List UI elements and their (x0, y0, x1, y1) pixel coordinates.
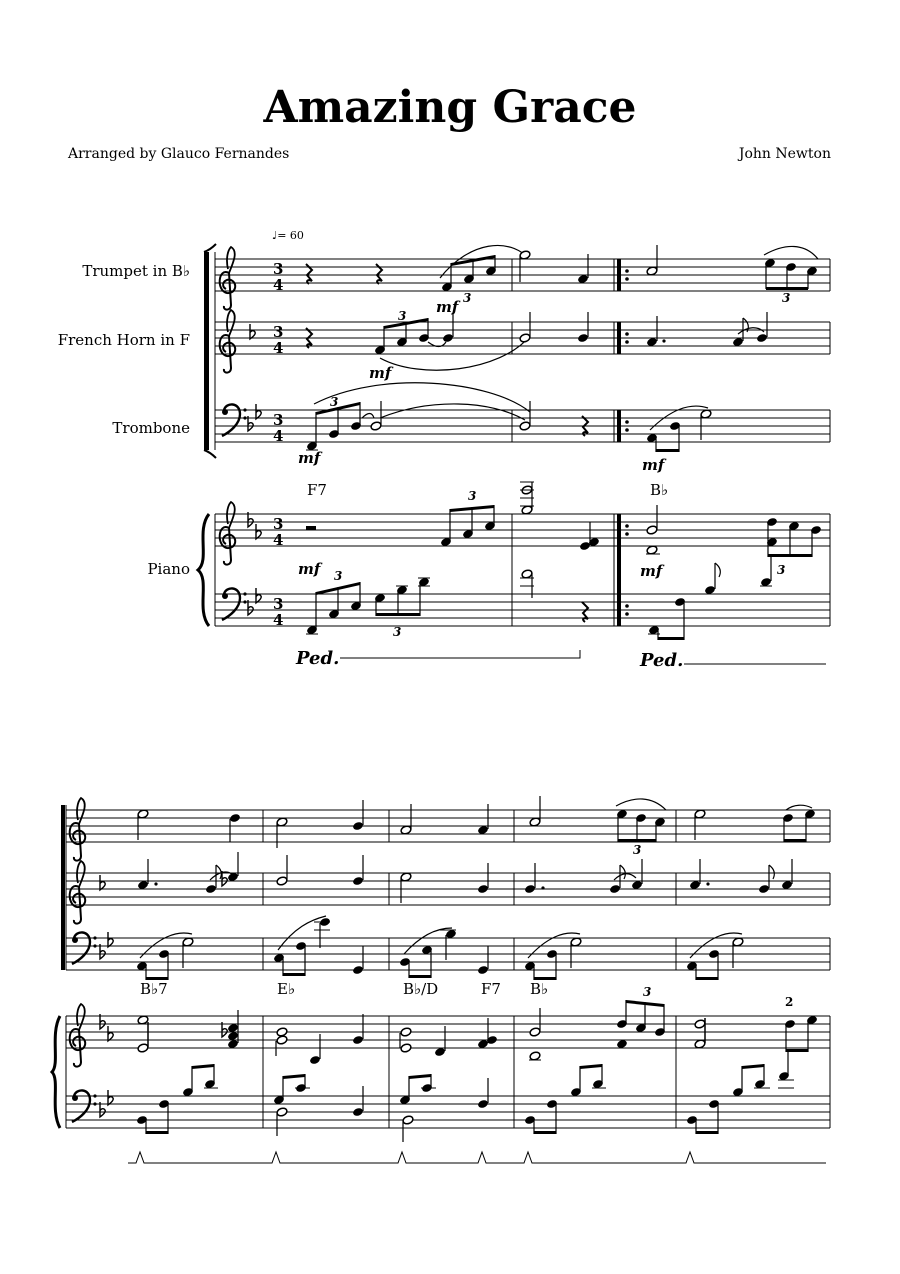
note (352, 876, 364, 886)
dynamic-mf: mf (298, 560, 321, 578)
beam (786, 1049, 808, 1052)
tuplet-number: 3 (330, 395, 339, 409)
beam (580, 1064, 602, 1069)
pedal-marking: Ped. (640, 650, 684, 671)
flat-icon (108, 932, 113, 947)
note (477, 1099, 489, 1109)
treble-clef-icon (220, 310, 236, 373)
beam (696, 1131, 718, 1134)
time-sig-top: 3 (273, 323, 284, 341)
fingering-number: 2 (785, 995, 794, 1009)
flat-icon (256, 524, 261, 539)
beam (656, 449, 679, 452)
beam (409, 1074, 431, 1079)
beam (696, 977, 718, 980)
note (646, 525, 658, 535)
treble-clef-icon (70, 861, 86, 924)
note (524, 884, 536, 894)
note (400, 1043, 412, 1053)
time-sig-bottom: 4 (273, 427, 284, 445)
label-horn: French Horn in F (57, 331, 190, 349)
flat-icon (100, 875, 105, 890)
note (229, 813, 241, 823)
note (205, 884, 217, 894)
ensemble-bracket (61, 805, 65, 970)
dynamic-mf: mf (640, 562, 663, 580)
note (352, 1107, 364, 1117)
note (370, 421, 382, 431)
label-trombone: Trombone (112, 419, 190, 437)
chord-symbol: F7 (307, 481, 327, 499)
chord-symbol: E♭ (277, 980, 296, 998)
time-sig-bottom: 4 (273, 531, 284, 549)
slur (738, 328, 764, 334)
beam (618, 839, 656, 842)
tuplet-number: 3 (398, 309, 407, 323)
label-piano: Piano (147, 560, 190, 578)
time-sig-bottom: 4 (273, 611, 284, 629)
beam (409, 975, 431, 978)
chord-symbol: B♭7 (140, 980, 168, 998)
beam (742, 1064, 764, 1069)
note (276, 1035, 288, 1045)
pedal-marking: Ped. (296, 648, 340, 669)
note (477, 884, 489, 894)
beam (784, 839, 806, 842)
dynamic-mf: mf (369, 364, 392, 382)
chord-symbol: B♭ (530, 980, 549, 998)
bass-clef-icon (222, 588, 247, 620)
flat-icon (108, 1090, 113, 1105)
tempo-value: = 60 (277, 229, 304, 242)
note (758, 884, 770, 894)
note (352, 965, 364, 975)
beam (146, 977, 168, 980)
note (309, 1055, 321, 1065)
time-sig-bottom: 4 (273, 339, 284, 357)
dynamic-mf: mf (436, 298, 459, 316)
bass-clef-icon (222, 404, 247, 436)
bass-clef-icon (72, 1090, 97, 1122)
time-sig-top: 3 (273, 515, 284, 533)
slur (786, 805, 812, 810)
label-trumpet: Trumpet in B♭ (82, 262, 190, 280)
note (442, 333, 454, 343)
note (519, 333, 531, 343)
tie (362, 414, 374, 419)
beam (768, 554, 812, 557)
arranger-credit: Arranged by Glauco Fernandes (68, 146, 290, 162)
note (609, 884, 621, 894)
beam (376, 613, 420, 616)
note (519, 421, 531, 431)
note (577, 333, 589, 343)
beam (283, 1074, 305, 1079)
note (694, 1019, 706, 1029)
note (402, 1115, 414, 1125)
tuplet-number: 3 (633, 843, 642, 857)
piano-brace (198, 514, 209, 626)
note (137, 1043, 149, 1053)
dynamic-mf: mf (298, 449, 321, 467)
beam (534, 1131, 556, 1134)
note (579, 541, 591, 551)
tuplet-number: 3 (468, 489, 477, 503)
note (529, 1027, 541, 1037)
treble-clef-icon (70, 798, 86, 861)
piano-brace (52, 1016, 60, 1128)
pedal-line (128, 1152, 826, 1163)
treble-clef-icon (220, 247, 236, 310)
composer-credit: John Newton (738, 146, 831, 162)
note (352, 1035, 364, 1045)
chord-symbol: B♭ (650, 481, 669, 499)
treble-clef-icon (70, 1004, 86, 1067)
tuplet-number: 3 (463, 291, 472, 305)
note (352, 821, 364, 831)
score-title: Amazing Grace (263, 82, 637, 133)
trumpet-staff-2 (66, 810, 830, 842)
quarter-rest (582, 602, 588, 622)
horn-staff-2 (66, 873, 830, 905)
note (276, 1107, 288, 1117)
chord-symbol: B♭/D (403, 980, 439, 998)
time-sig-top: 3 (273, 595, 284, 613)
flat-icon (256, 404, 261, 419)
note (276, 876, 288, 886)
slur (764, 246, 818, 259)
note (756, 333, 768, 343)
slur (616, 799, 666, 810)
time-sig-top: 3 (273, 411, 284, 429)
ensemble-bracket (204, 252, 209, 450)
beam (658, 637, 684, 640)
beam (766, 287, 808, 290)
flat-icon (250, 324, 255, 339)
beam (283, 973, 305, 976)
time-sig-bottom: 4 (273, 276, 284, 294)
note (400, 1027, 412, 1037)
tuplet-number: 3 (334, 569, 343, 583)
flat-icon (256, 588, 261, 603)
bass-clef-icon (72, 932, 97, 964)
chord-symbol: F7 (481, 980, 501, 998)
pedal-line (340, 650, 580, 658)
piano-lh-staff-1 (215, 594, 830, 626)
tuplet-number: 3 (643, 985, 652, 999)
dynamic-mf: mf (642, 456, 665, 474)
piano-rh-staff-2 (66, 1016, 830, 1048)
beam (146, 1131, 168, 1134)
note (477, 965, 489, 975)
half-rest (306, 526, 316, 530)
time-sig-top: 3 (273, 260, 284, 278)
tuplet-number: 3 (782, 291, 791, 305)
treble-clef-icon (220, 502, 236, 565)
beam (192, 1064, 214, 1069)
flat-icon (108, 1026, 113, 1041)
beam (534, 977, 556, 980)
slur (440, 245, 528, 278)
tuplet-number: 3 (777, 563, 786, 577)
tempo-marking: ♩= 60 (272, 229, 304, 242)
tuplet-number: 3 (393, 625, 402, 639)
